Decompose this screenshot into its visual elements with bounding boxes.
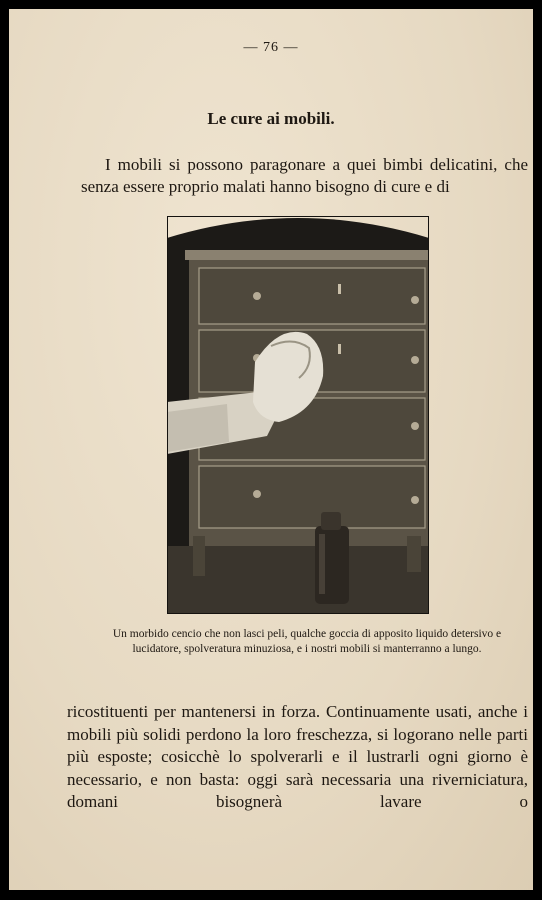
intro-paragraph: I mobili si possono paragonare a quei bimbi delicatini, che senza essere proprio malati hanno bisogno di cure e di bbox=[81, 155, 528, 196]
continuation-paragraph: ricostituenti per mantenersi in forza. Continuamente usati, anche i mobili più solidi perdono la loro freschezza, si logorano nelle parti più esposte; cosicchè lo spolverarli e il lustrarli ogni giorno è necessario, e non basta: oggi sarà necessaria una riverniciatura, domani bisognerà lavare o bbox=[67, 702, 528, 811]
section-title: Le cure ai mobili. bbox=[207, 109, 335, 128]
page-number: — 76 — bbox=[243, 40, 299, 55]
photo-caption: Un morbido cencio che non lasci peli, qualche goccia di apposito liquido detersivo e lucidatore, spolveratura minuziosa, e i nostri mobili si manterranno a lungo. bbox=[112, 628, 502, 655]
book-page bbox=[9, 9, 533, 890]
dresser-photo bbox=[167, 216, 429, 614]
